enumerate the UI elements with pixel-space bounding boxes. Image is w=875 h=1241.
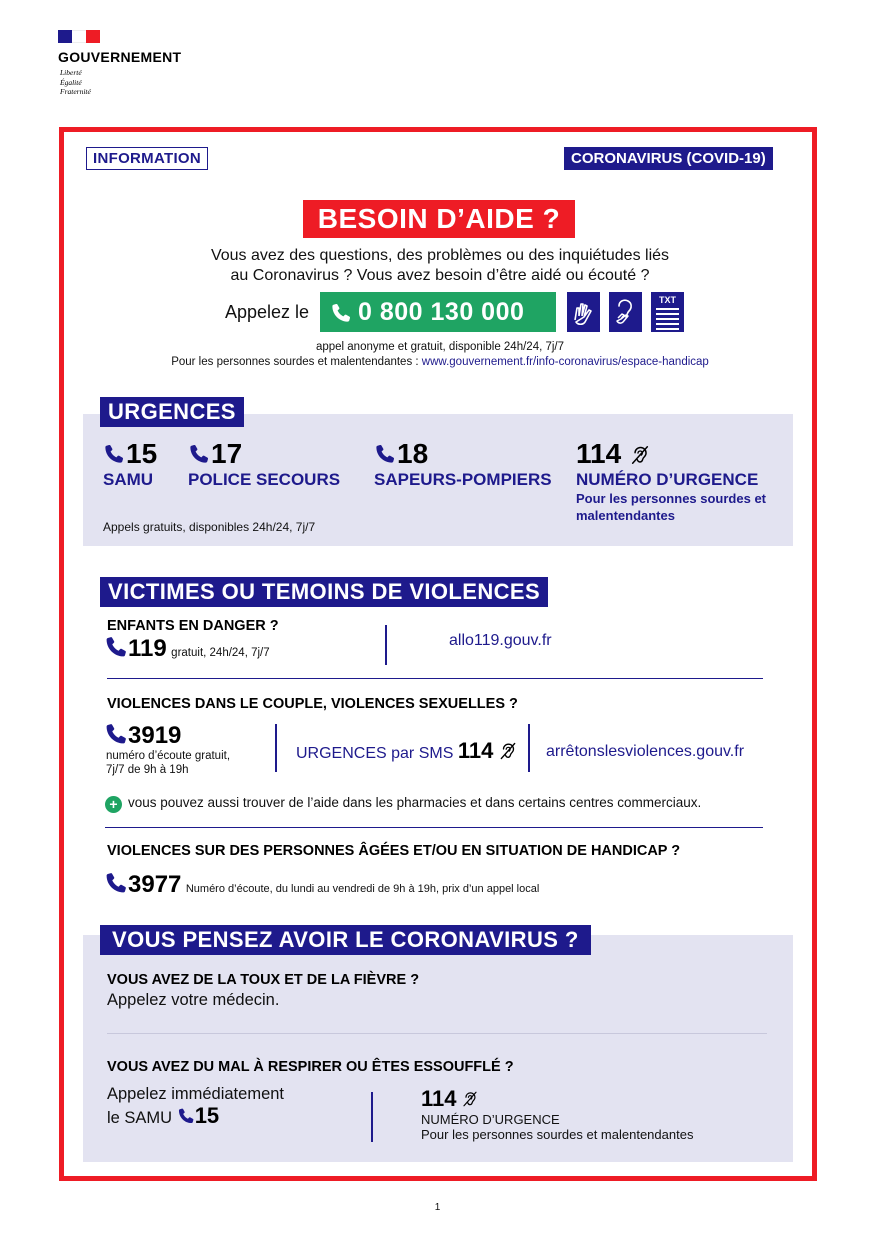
sms-114[interactable]: URGENCES par SMS 114 (296, 738, 518, 764)
violences-title: VICTIMES OU TEMOINS DE VIOLENCES (100, 577, 548, 607)
deaf-info-line: Pour les personnes sourdes et malentendantes : www.gouvernement.fr/info-coronavirus/espace-handicap (171, 356, 709, 368)
phone-icon (104, 722, 128, 746)
deaf-icon (629, 444, 651, 466)
sign-language-icon[interactable] (567, 292, 600, 332)
agees-question: VIOLENCES SUR DES PERSONNES ÂGÉES ET/OU EN SITUATION DE HANDICAP ? (107, 843, 681, 859)
phone-icon (188, 443, 210, 465)
separator (105, 827, 763, 828)
toux-question: VOUS AVEZ DE LA TOUX ET DE LA FIÈVRE ? (107, 972, 420, 988)
deaf-icon (461, 1090, 479, 1108)
separator (107, 1033, 767, 1034)
txt-relay-icon[interactable]: TXT (651, 292, 684, 332)
phone-icon (374, 443, 396, 465)
phone-icon (104, 635, 128, 659)
lip-reading-icon[interactable] (609, 292, 642, 332)
deaf-icon (498, 741, 518, 761)
agees-3977-number[interactable]: 3977 Numéro d’écoute, du lundi au vendredi de 9h à 19h, prix d’un appel local (104, 871, 539, 899)
intro-text: Vous avez des questions, des problèmes ou des inquiétudes liés au Coronavirus ? Vous avez besoin d’être aidé ou écouté ? (210, 247, 670, 284)
phone-icon (103, 443, 125, 465)
phone-icon (104, 871, 128, 895)
coronavirus-114[interactable]: 114 NUMÉRO D’URGENCE Pour les personnes sourdes et malentendantes (421, 1086, 694, 1142)
divider (275, 724, 277, 772)
page-number: 1 (434, 1202, 441, 1213)
phone-icon (330, 302, 352, 324)
urgence-police[interactable]: 17 POLICE SECOURS (188, 438, 341, 489)
urgence-114[interactable]: 114 NUMÉRO D’URGENCE Pour les personnes sourdes et malentendantes (576, 438, 767, 523)
besoin-aide-title: BESOIN D’AIDE ? (303, 200, 575, 238)
urgence-samu[interactable]: 15 SAMU (103, 438, 158, 489)
information-tag: INFORMATION (86, 147, 208, 170)
enfants-number[interactable]: 119 gratuit, 24h/24, 7j/7 (104, 635, 270, 663)
covid-tag: CORONAVIRUS (COVID-19) (564, 147, 773, 170)
government-motto: Liberté Égalité Fraternité (60, 68, 91, 96)
couple-3919-number[interactable]: 3919 (104, 722, 181, 750)
phone-icon (177, 1107, 195, 1125)
government-title: GOUVERNEMENT (58, 49, 182, 65)
pharmacy-note: vous pouvez aussi trouver de l’aide dans les pharmacies et dans certains centres commerciaux. (128, 795, 702, 810)
urgences-title: URGENCES (100, 397, 244, 427)
couple-question: VIOLENCES DANS LE COUPLE, VIOLENCES SEXUELLES ? (107, 696, 518, 712)
handicap-link[interactable]: www.gouvernement.fr/info-coronavirus/espace-handicap (421, 356, 709, 368)
anonymous-call-note: appel anonyme et gratuit, disponible 24h/24, 7j/7 (315, 341, 565, 353)
respirer-question: VOUS AVEZ DU MAL À RESPIRER OU ÊTES ESSOUFFLÉ ? (107, 1059, 514, 1075)
toux-answer: Appelez votre médecin. (107, 991, 280, 1009)
divider (385, 625, 387, 665)
call-label: Appelez le (225, 302, 310, 322)
government-flag-logo (58, 30, 100, 43)
respirer-answer[interactable]: Appelez immédiatement le SAMU 15 (107, 1085, 285, 1128)
enfants-question: ENFANTS EN DANGER ? (107, 618, 279, 634)
urgence-pompiers[interactable]: 18 SAPEURS-POMPIERS (374, 438, 552, 489)
divider (371, 1092, 373, 1142)
allo119-link[interactable]: allo119.gouv.fr (449, 632, 552, 649)
couple-detail: numéro d’écoute gratuit, 7j/7 de 9h à 19h (106, 750, 231, 776)
separator (107, 678, 763, 679)
coronavirus-title: VOUS PENSEZ AVOIR LE CORONAVIRUS ? (100, 925, 591, 955)
urgences-footer: Appels gratuits, disponibles 24h/24, 7j/7 (103, 520, 316, 534)
hotline-number: 0 800 130 000 (358, 298, 525, 326)
arretons-violences-link[interactable]: arrêtonslesviolences.gouv.fr (546, 743, 745, 760)
plus-icon: + (105, 796, 122, 813)
hotline-number-button[interactable] (320, 292, 556, 332)
divider (528, 724, 530, 772)
